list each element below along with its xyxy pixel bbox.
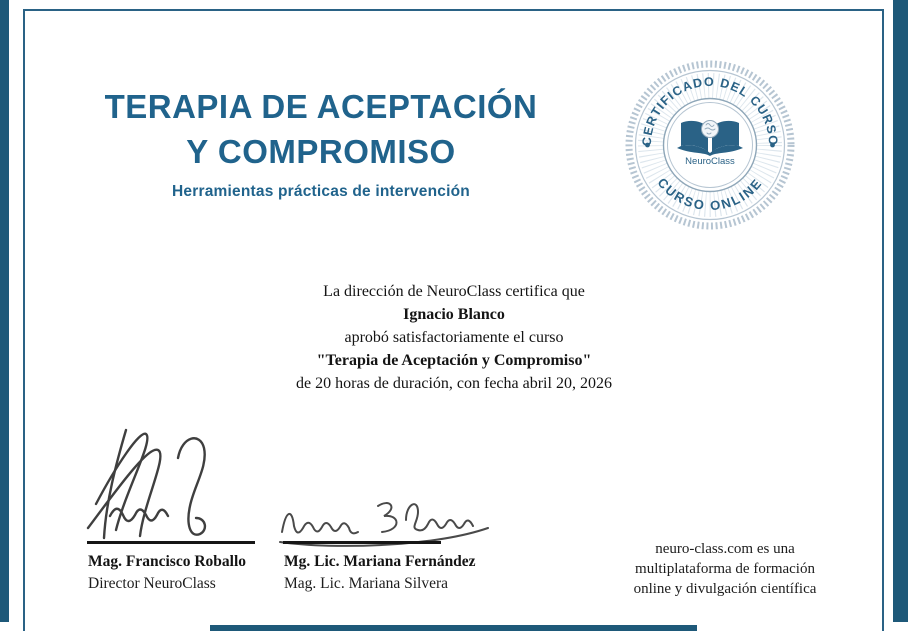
statement-course-name: "Terapia de Aceptación y Compromiso" <box>316 352 592 369</box>
seal-brand-text: NeuroClass <box>685 156 735 167</box>
seal-badge-icon <box>621 56 799 234</box>
footer-note <box>606 539 844 599</box>
signature-francisco-roballo <box>82 424 254 546</box>
signatory-1 <box>88 551 246 595</box>
signatory-1-name: Mag. Francisco Roballo <box>88 553 246 570</box>
course-seal <box>621 56 799 234</box>
signatory-1-role: Director NeuroClass <box>88 575 216 592</box>
seal-bottom-text: CURSO ONLINE <box>654 175 766 214</box>
certificate-statement <box>0 280 908 395</box>
statement-intro: La dirección de NeuroClass certifica que <box>323 283 585 300</box>
footer-note-line3: online y divulgación científica <box>633 581 817 597</box>
signatory-2-role: Mag. Lic. Mariana Silvera <box>284 575 448 592</box>
seal-top-text: CERTIFICADO DEL CURSO <box>639 74 781 147</box>
signatory-2 <box>284 551 476 595</box>
course-title-block <box>40 84 602 201</box>
footer-note-line2: multiplataforma de formación <box>635 561 815 577</box>
recipient-name: Ignacio Blanco <box>403 306 505 323</box>
footer-note-line1: neuro-class.com es una <box>655 541 795 557</box>
signatory-2-name: Mg. Lic. Mariana Fernández <box>284 553 476 570</box>
statement-duration-date: de 20 horas de duración, con fecha abril 20, 2026 <box>296 375 612 392</box>
course-title-line1: TERAPIA DE ACEPTACIÓN <box>104 88 538 125</box>
signature-line <box>283 541 441 544</box>
course-subtitle: Herramientas prácticas de intervención <box>172 183 470 200</box>
statement-approved: aprobó satisfactoriamente el curso <box>344 329 564 346</box>
course-title-line2: Y COMPROMISO <box>186 133 456 170</box>
signature-line <box>87 541 255 544</box>
